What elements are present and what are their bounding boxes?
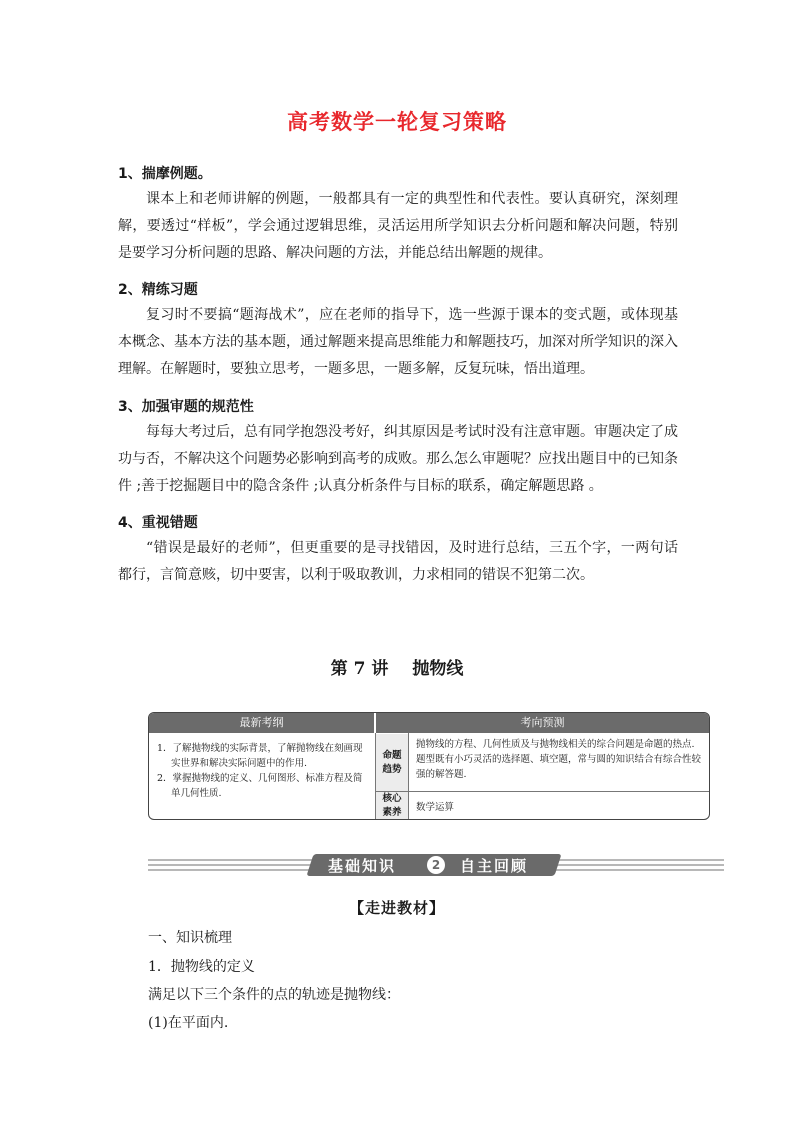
section-4-heading: 4、重视错题 — [118, 515, 198, 531]
section-banner — [148, 854, 724, 876]
section-2-heading: 2、精练习题 — [118, 282, 198, 298]
section-3-text: 每每大考过后，总有同学抱怨没考好，纠其原因是考试时没有注意审题。审题决定了成功与否，不解决这个问题势必影响到高考的成败。那么怎么审题呢？应找出题目中的已知条件 ;善于挖掘题目中的隐含条件 ;认真分析条件与目标的联系，确定解题思路 。 — [118, 424, 678, 494]
exam-outline-table — [148, 712, 710, 820]
syllabus-item: 1．了解抛物线的实际背景，了解抛物线在刻画现实世界和解决实际问题中的作用. — [157, 743, 363, 769]
banner-right-text: 自主回顾 — [460, 857, 529, 875]
literacy-text: 数学运算 — [416, 802, 455, 813]
section-2-text: 复习时不要搞“题海战术”，应在老师的指导下，选一些源于课本的变式题，或体现基本概念、基本方法的基本题，通过解题来提高思维能力和解题技巧，加深对所学知识的深入理解。在解题时，要独立思考，一题多思，一题多解，反复玩味，悟出道理。 — [118, 307, 678, 377]
lecture-number: 第 7 讲 — [330, 659, 389, 679]
page-title: 高考数学一轮复习策略 — [287, 110, 507, 134]
trend-text: 抛物线的方程、几何性质及与抛物线相关的综合问题是命题的热点.题型既有小巧灵活的选择题、填空题，常与圆的知识结合有综合性较强的解答题. — [416, 739, 702, 780]
literacy-label: 核心素养 — [382, 792, 402, 818]
trend-label: 命题趋势 — [382, 749, 402, 775]
banner-number-icon: 2 — [427, 856, 445, 874]
forecast-header: 考向预测 — [376, 713, 709, 733]
literacy-label-cell — [376, 792, 408, 819]
syllabus-header: 最新考纲 — [149, 713, 374, 733]
label-divider — [408, 733, 409, 819]
syllabus-list — [157, 741, 369, 801]
section-3-heading: 3、加强审题的规范性 — [118, 399, 254, 415]
body-line: 一、知识梳理 — [148, 930, 232, 946]
section-4-text: “错误是最好的老师”，但更重要的是寻找错因，及时进行总结，三五个字，一两句话都行，言简意赅，切中要害，以利于吸取教训，力求相同的错误不犯第二次。 — [118, 540, 678, 583]
section-1-text: 课本上和老师讲解的例题，一般都具有一定的典型性和代表性。要认真研究，深刻理解，要透过“样板”，学会通过逻辑思维，灵活运用所学知识去分析问题和解决问题，特别是要学习分析问题的思路、解决问题的方法，并能总结出解题的规律。 — [118, 191, 678, 261]
lecture-name: 抛物线 — [412, 659, 464, 679]
trend-label-cell — [376, 734, 408, 791]
lecture-title — [0, 654, 794, 679]
body-line: 满足以下三个条件的点的轨迹是抛物线： — [148, 987, 400, 1003]
row-divider — [376, 791, 709, 792]
body-line: (1)在平面内. — [148, 1015, 229, 1031]
subheading: 【走进教材】 — [348, 899, 445, 917]
syllabus-item: 2．掌握抛物线的定义、几何图形、标准方程及简单几何性质. — [157, 773, 363, 799]
section-1-heading: 1、揣摩例题。 — [118, 166, 212, 182]
banner-left-text: 基础知识 — [328, 857, 397, 875]
body-line: 1．抛物线的定义 — [148, 959, 255, 975]
